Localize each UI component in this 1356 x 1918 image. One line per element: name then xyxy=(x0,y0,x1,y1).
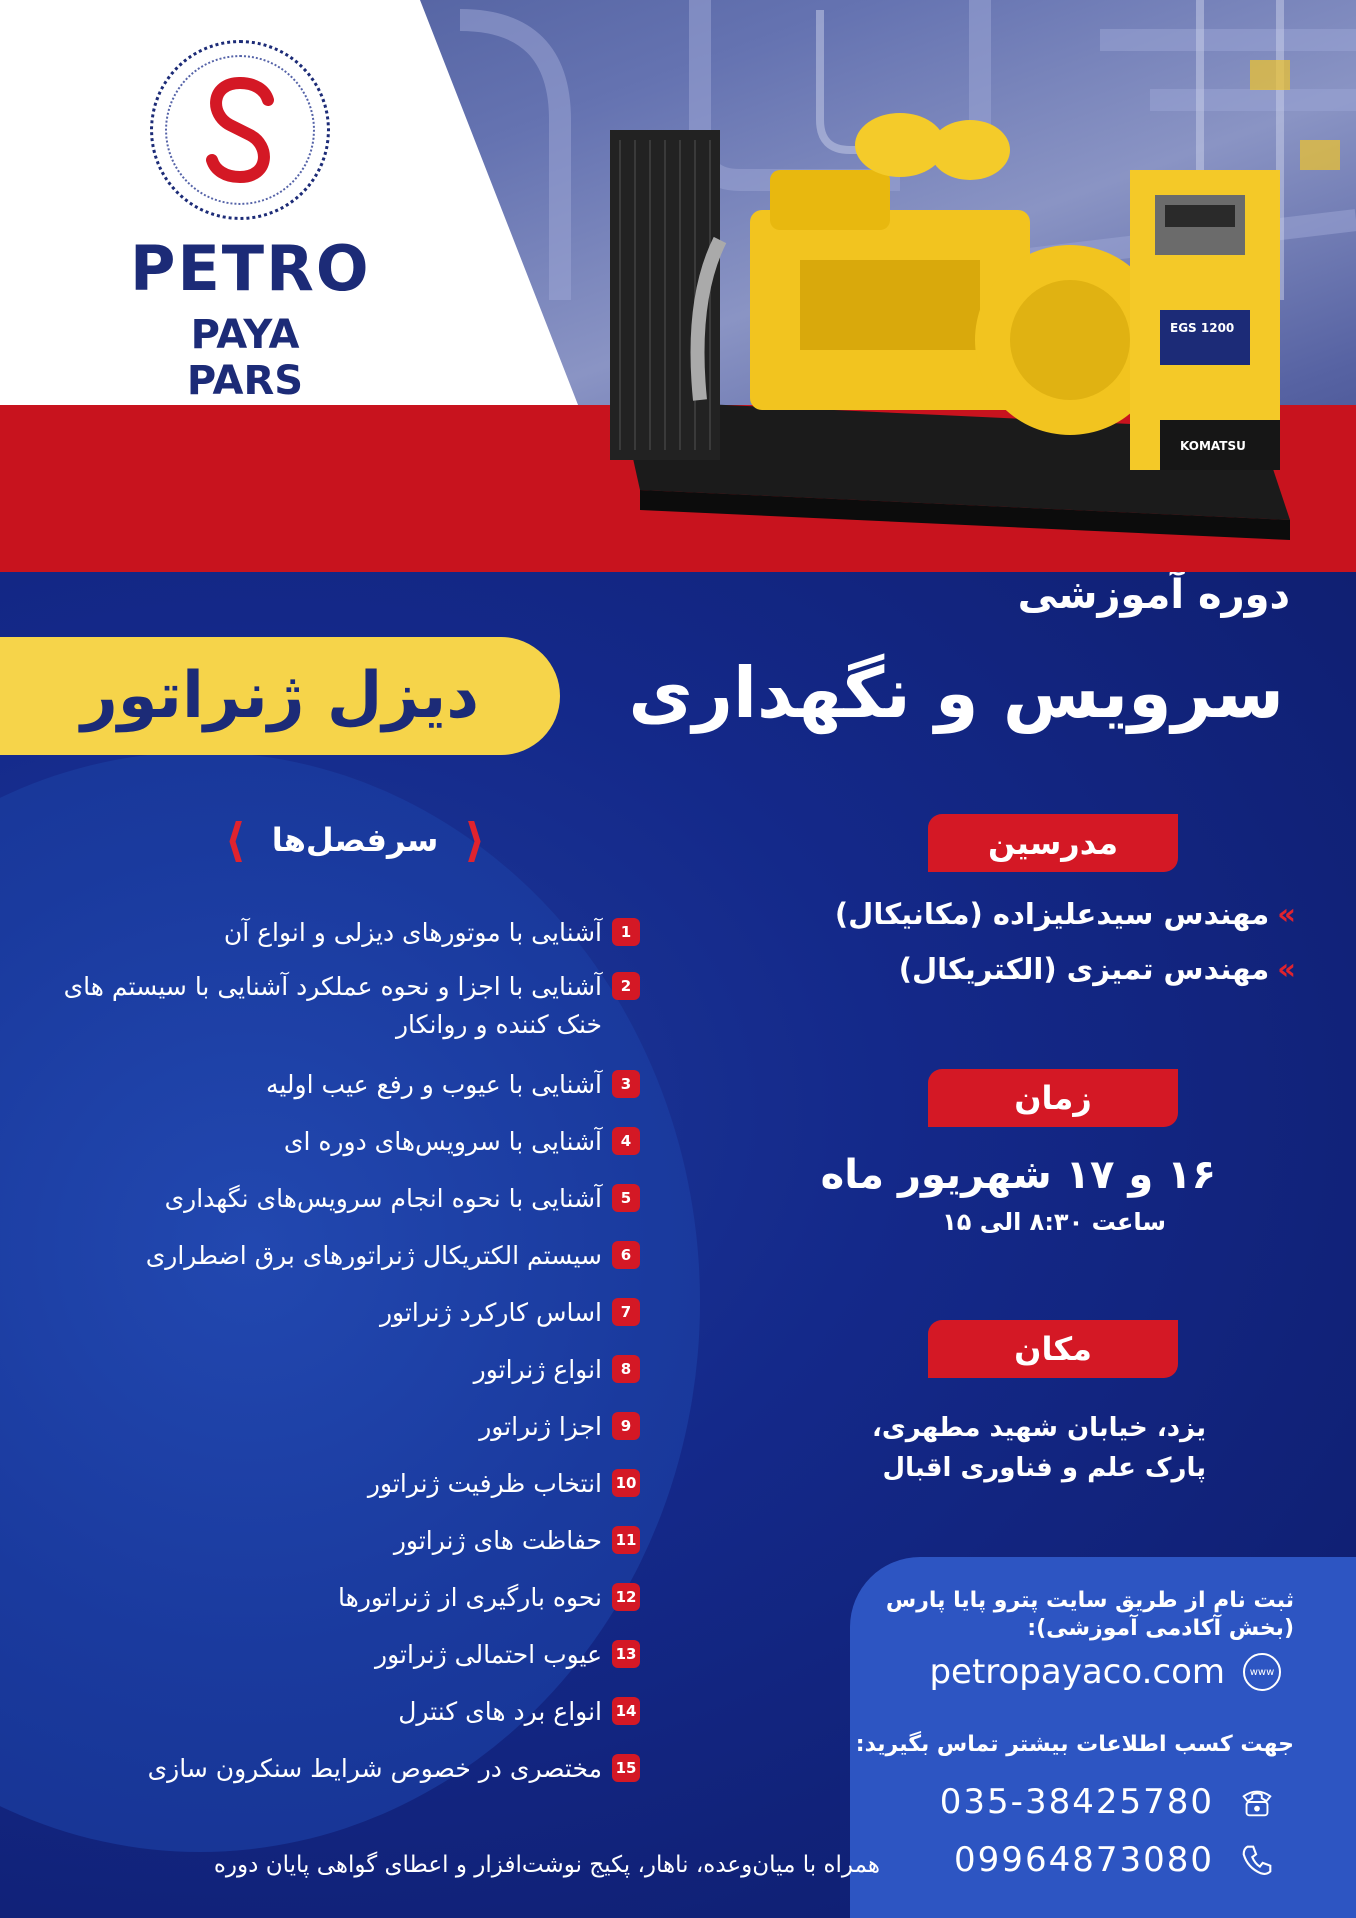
topic-text: انواع ژنراتور xyxy=(473,1355,602,1384)
address-line: پارک علم و فناوری اقبال xyxy=(882,1453,1206,1483)
phone-landline[interactable] xyxy=(940,1782,1276,1822)
topic-number: 6 xyxy=(612,1241,640,1269)
topic-number: 3 xyxy=(612,1070,640,1098)
topic-number: 7 xyxy=(612,1298,640,1326)
topic-text: عیوب احتمالی ژنراتور xyxy=(375,1640,602,1669)
instructor-item xyxy=(796,952,1296,986)
topic-number: 1 xyxy=(612,918,640,946)
topic-number: 14 xyxy=(612,1697,640,1725)
logo-icon xyxy=(200,75,280,185)
list-item xyxy=(50,1180,640,1218)
list-item xyxy=(50,1066,640,1104)
list-item xyxy=(50,1123,640,1161)
globe-icon: www xyxy=(1243,1653,1281,1691)
main-section xyxy=(0,572,1356,1918)
topic-text: آشنایی با عیوب و رفع عیب اولیه xyxy=(265,1070,602,1099)
course-hours: ساعت ۸:۳۰ الی ۱۵ xyxy=(942,1208,1166,1236)
course-subtitle: دوره آموزشی xyxy=(1017,572,1290,618)
address-line: یزد، خیابان شهید مطهری، xyxy=(872,1413,1206,1443)
topic-text: حفاظت های ژنراتور xyxy=(393,1526,602,1555)
list-item xyxy=(50,1351,640,1389)
topic-text: آشنایی با سرویس‌های دوره ای xyxy=(283,1127,602,1156)
topic-number: 13 xyxy=(612,1640,640,1668)
topic-number: 8 xyxy=(612,1355,640,1383)
topic-number: 5 xyxy=(612,1184,640,1212)
topic-text: آشنایی با اجزا و نحوه عملکرد آشنایی با سیستم های خنک کننده و روانکار xyxy=(63,972,602,1039)
website-url[interactable]: petropayaco.com xyxy=(929,1652,1225,1692)
list-item xyxy=(50,1408,640,1446)
footer-note: همراه با میان‌وعده، ناهار، پکیج نوشت‌افزار و اعطای گواهی پایان دوره xyxy=(213,1852,880,1878)
topics-heading-label: سرفصل‌ها xyxy=(271,821,439,859)
list-item xyxy=(50,1579,640,1617)
topic-text: آشنایی با موتورهای دیزلی و انواع آن xyxy=(223,918,602,947)
brand-name: PETRO xyxy=(130,232,371,305)
topic-number: 15 xyxy=(612,1754,640,1782)
list-item xyxy=(50,1237,640,1275)
topic-number: 4 xyxy=(612,1127,640,1155)
chevron-left-icon: ⟨ xyxy=(224,813,246,867)
topics-heading xyxy=(205,810,505,870)
phone-number[interactable]: 035-38425780 xyxy=(939,1782,1214,1822)
double-arrow-icon: » xyxy=(1277,952,1296,986)
topic-text: اجزا ژنراتور xyxy=(479,1412,602,1441)
topic-number: 9 xyxy=(612,1412,640,1440)
brand-subname: PAYA PARS xyxy=(186,312,304,404)
list-item xyxy=(50,1750,640,1788)
course-title-highlight: دیزل ژنراتور xyxy=(80,659,480,733)
topic-text: نحوه بارگیری از ژنراتورها xyxy=(338,1583,602,1612)
telephone-icon xyxy=(1238,1783,1276,1821)
time-badge: زمان xyxy=(928,1069,1178,1127)
list-item xyxy=(50,1693,640,1731)
instructor-name: مهندس سیدعلیزاده (مکانیکال) xyxy=(834,897,1270,931)
diesel-generator-image xyxy=(600,100,1300,570)
title-highlight xyxy=(0,637,560,755)
registration-text: ثبت نام از طریق سایت پترو پایا پارس (بخش آکادمی آموزشی): xyxy=(885,1588,1294,1641)
website-link[interactable] xyxy=(929,1652,1281,1692)
contact-text: جهت کسب اطلاعات بیشتر تماس بگیرید: xyxy=(855,1732,1294,1757)
list-item xyxy=(50,1522,640,1560)
topic-number: 2 xyxy=(612,972,640,1000)
topic-text: اساس کارکرد ژنراتور xyxy=(379,1298,602,1327)
list-item xyxy=(50,968,640,1044)
topic-text: سیستم الکتریکال ژنراتورهای برق اضطراری xyxy=(145,1241,602,1270)
phone-mobile[interactable] xyxy=(954,1840,1276,1880)
generator-model-label: EGS 1200 xyxy=(1170,321,1235,335)
topic-number: 12 xyxy=(612,1583,640,1611)
phone-handset-icon xyxy=(1238,1841,1276,1879)
topic-number: 11 xyxy=(612,1526,640,1554)
generator-maker-label: KOMATSU xyxy=(1180,439,1246,453)
header-banner xyxy=(0,0,1356,572)
topic-text: آشنایی با نحوه انجام سرویس‌های نگهداری xyxy=(164,1184,602,1213)
chevron-right-icon: ⟩ xyxy=(464,813,486,867)
topic-text: مختصری در خصوص شرایط سنکرون سازی xyxy=(147,1754,602,1783)
course-title: سرویس و نگهداری xyxy=(628,652,1284,734)
logo-emblem xyxy=(150,40,330,220)
list-item xyxy=(50,1636,640,1674)
topic-text: انواع برد های کنترل xyxy=(398,1697,602,1726)
topic-text: انتخاب ظرفیت ژنراتور xyxy=(367,1469,602,1498)
place-badge: مکان xyxy=(928,1320,1178,1378)
list-item xyxy=(50,1294,640,1332)
instructor-name: مهندس تمیزی (الکتریکال) xyxy=(898,952,1270,986)
list-item xyxy=(50,1465,640,1503)
topic-number: 10 xyxy=(612,1469,640,1497)
instructors-badge: مدرسین xyxy=(928,814,1178,872)
list-item xyxy=(50,914,640,952)
instructor-item xyxy=(796,897,1296,931)
phone-number[interactable]: 09964873080 xyxy=(954,1840,1214,1880)
course-date: ۱۶ و ۱۷ شهریور ماه xyxy=(820,1152,1216,1198)
double-arrow-icon: » xyxy=(1277,897,1296,931)
